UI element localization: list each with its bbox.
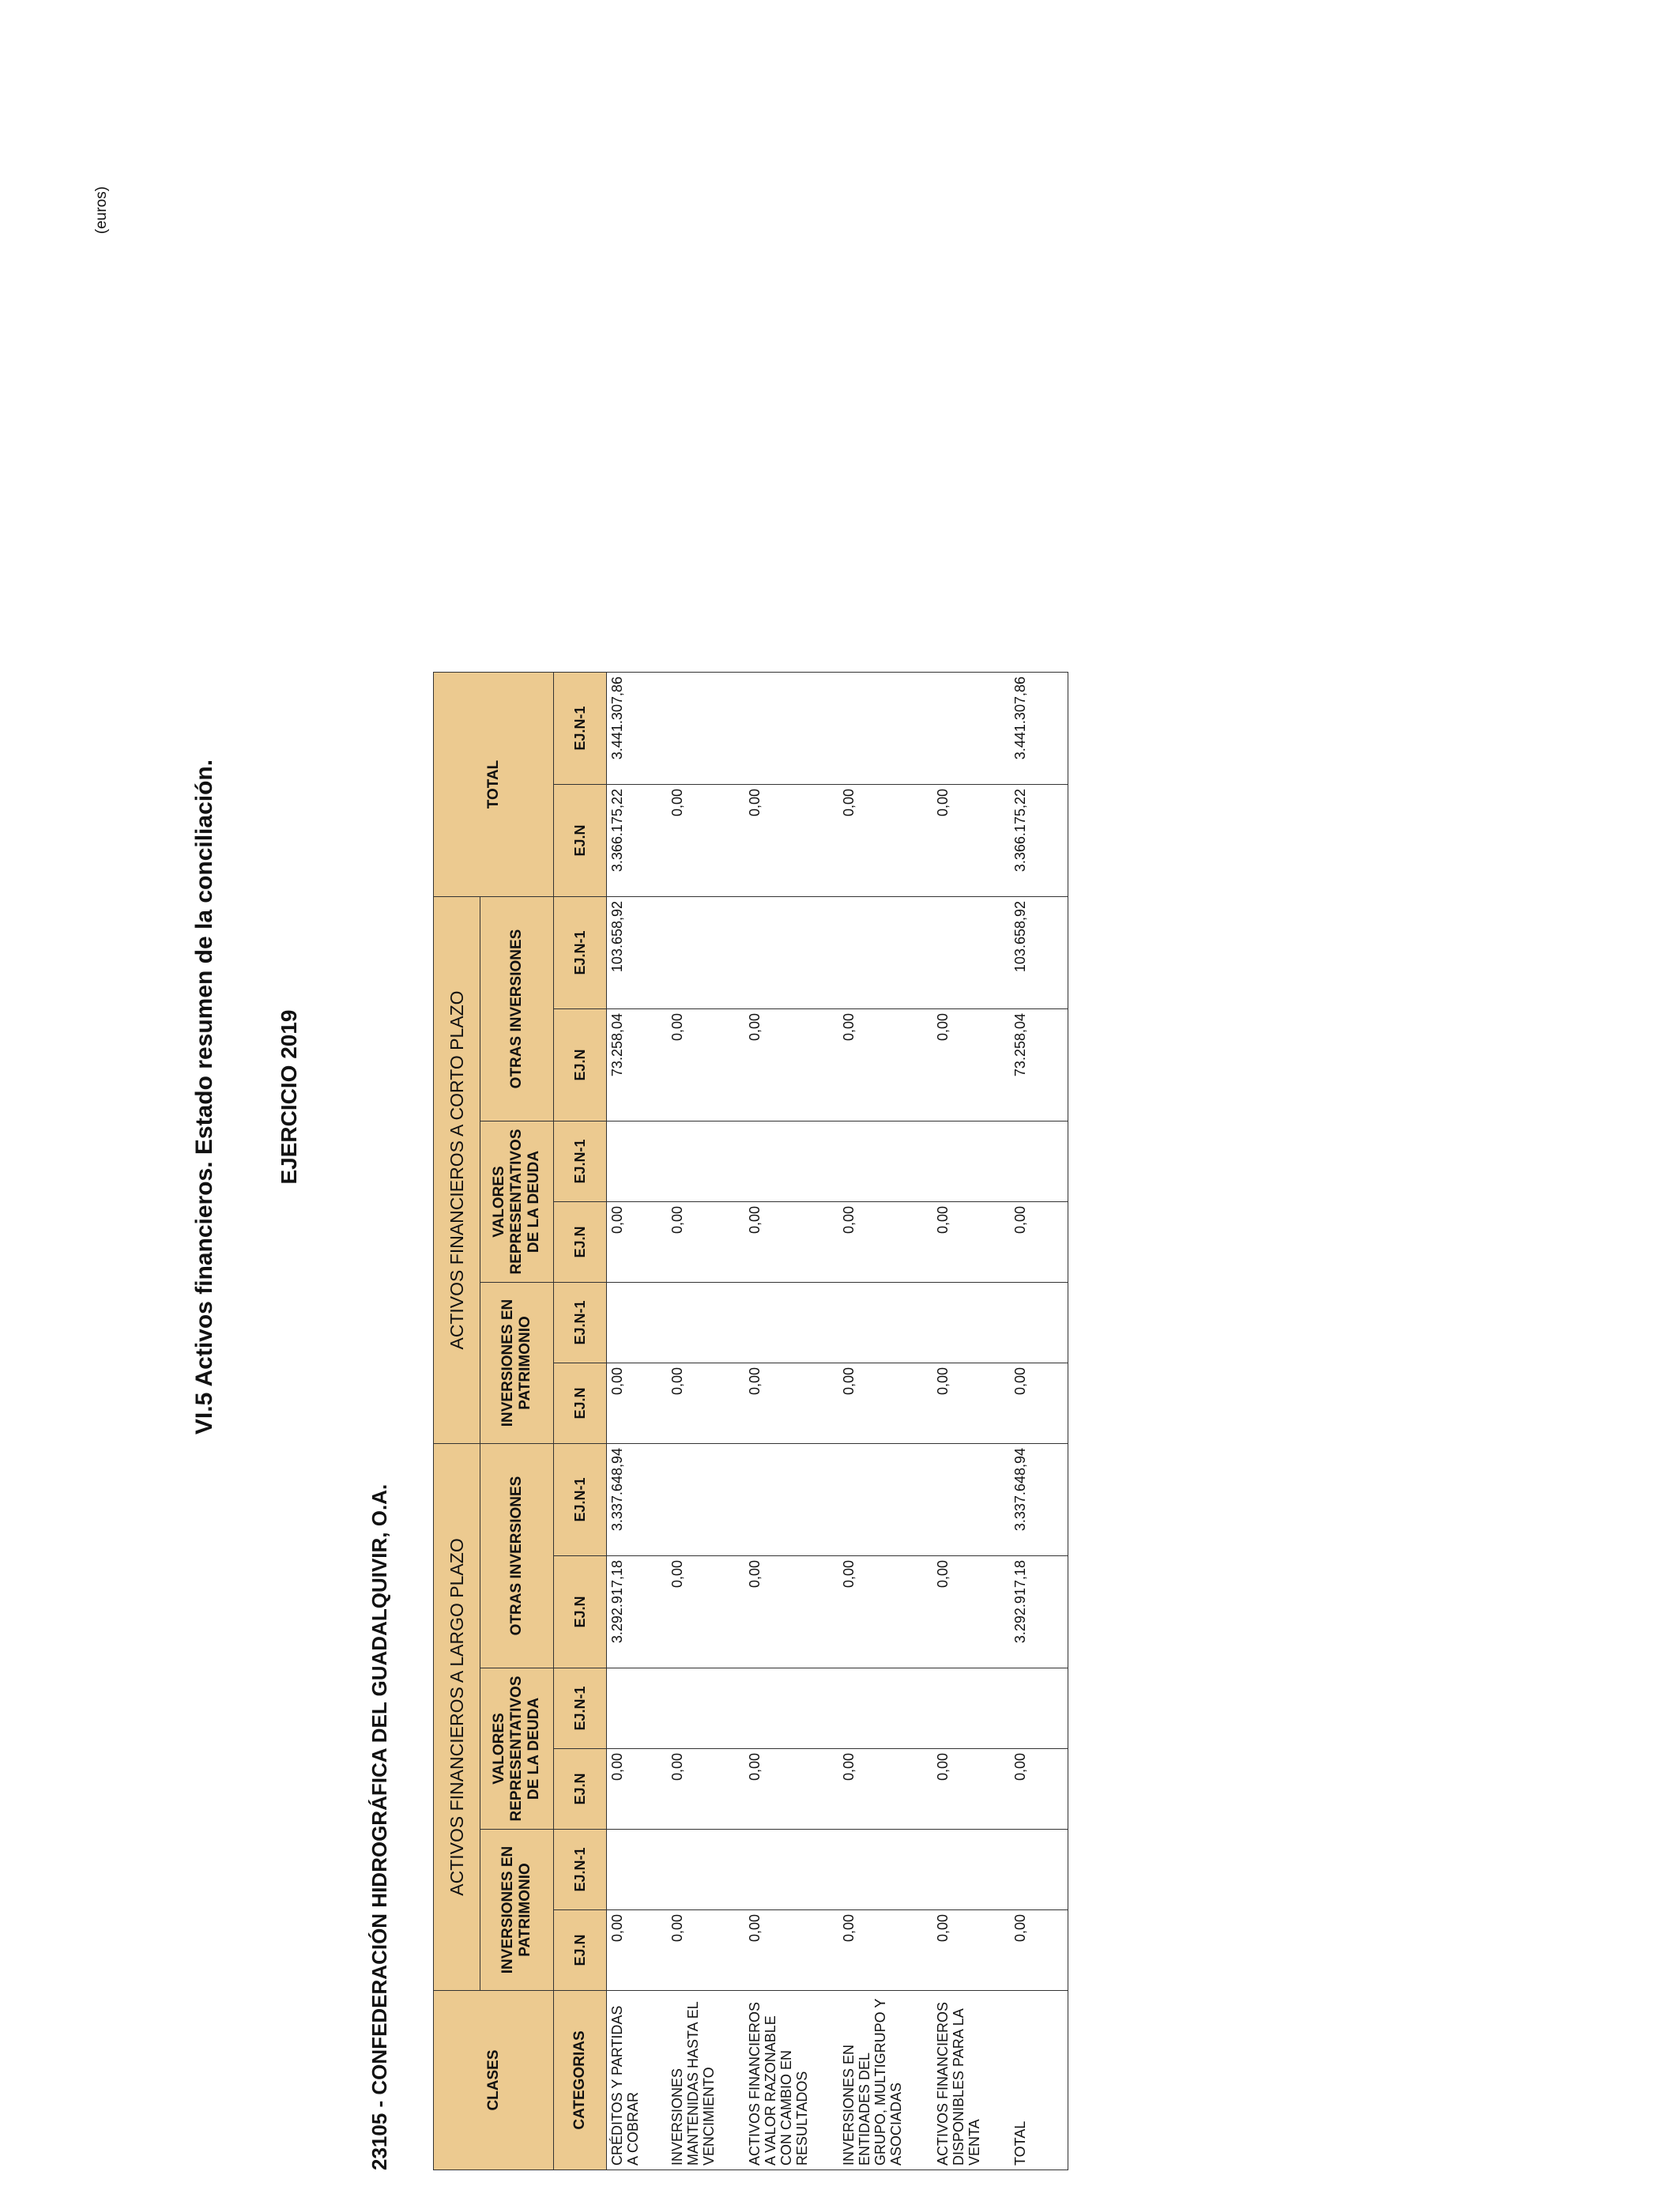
table-cell [744,673,838,785]
subgroup-header: OTRAS INVERSIONES [480,1444,554,1668]
table-cell: 3.292.917,18 [607,1556,667,1668]
table-cell [667,1444,744,1556]
table-cell [667,1283,744,1363]
entity-name: 23105 - CONFEDERACIÓN HIDROGRÁFICA DEL GUADALQUIVIR, O.A. [367,1483,391,2170]
column-code: EJ.N-1 [554,1283,607,1363]
exercise-year: EJERCICIO 2019 [277,1009,301,1185]
column-code: EJ.N [554,1363,607,1444]
table-cell: 3.441.307,86 [1010,673,1068,785]
table-cell: 0,00 [932,785,1010,897]
table-cell: 3.366.175,22 [607,785,667,897]
subgroup-header: VALORES REPRESENTATIVOS DE LA DEUDA [480,1668,554,1830]
column-code: EJ.N [554,1009,607,1122]
table-cell: 0,00 [744,1749,838,1830]
subgroup-header: OTRAS INVERSIONES [480,897,554,1122]
page-title: VI.5 Activos financieros. Estado resumen de la conciliación. [191,759,217,1435]
row-label: ACTIVOS FINANCIEROS A VALOR RAZONABLE CON CAMBIO EN RESULTADOS [744,1991,838,2170]
table-cell [744,1283,838,1363]
table-cell: 0,00 [667,785,744,897]
table-cell: 0,00 [1010,1749,1068,1830]
table-row [667,673,744,2170]
column-code: EJ.N-1 [554,1830,607,1910]
table-cell: 0,00 [667,1202,744,1283]
table-row [744,673,838,2170]
table-cell: 0,00 [838,1363,932,1444]
table-cell: 0,00 [932,1910,1010,1991]
column-code: EJ.N-1 [554,673,607,785]
group-header-short-term: ACTIVOS FINANCIEROS A CORTO PLAZO [434,897,480,1444]
table-cell: 0,00 [667,1910,744,1991]
row-label: INVERSIONES MANTENIDAS HASTA EL VENCIMIENTO [667,1991,744,2170]
table-row [838,673,932,2170]
table-cell: 0,00 [838,1202,932,1283]
table-cell: 3.292.917,18 [1010,1556,1068,1668]
clases-header: CLASES [434,1991,554,2170]
column-code: EJ.N [554,1910,607,1991]
column-code: EJ.N [554,1749,607,1830]
table-cell [932,1668,1010,1749]
table-cell [744,1122,838,1202]
table-cell [838,1444,932,1556]
table-cell: 0,00 [838,1749,932,1830]
table-cell: 0,00 [838,1009,932,1122]
table-cell: 73.258,04 [1010,1009,1068,1122]
table-cell: 0,00 [932,1363,1010,1444]
table-cell [838,1830,932,1910]
table-row [932,673,1010,2170]
table-cell: 0,00 [607,1202,667,1283]
column-code: EJ.N-1 [554,897,607,1009]
group-header-total: TOTAL [434,673,554,897]
table-cell: 0,00 [744,1202,838,1283]
column-code: EJ.N-1 [554,1668,607,1749]
table-cell [667,673,744,785]
table-cell: 0,00 [667,1749,744,1830]
categorias-header: CATEGORIAS [554,1991,607,2170]
table-cell [744,1444,838,1556]
table-cell: 0,00 [744,785,838,897]
table-cell: 3.366.175,22 [1010,785,1068,897]
table-cell [667,1668,744,1749]
table-cell: 0,00 [744,1910,838,1991]
units-label: (euros) [93,186,110,234]
table-cell [607,1668,667,1749]
table-cell [607,1122,667,1202]
row-label: CRÉDITOS Y PARTIDAS A COBRAR [607,1991,667,2170]
row-label: INVERSIONES EN ENTIDADES DEL GRUPO, MULTIGRUPO Y ASOCIADAS [838,1991,932,2170]
table-cell [1010,1830,1068,1910]
table-cell: 0,00 [838,785,932,897]
table-cell: 73.258,04 [607,1009,667,1122]
table-cell [1010,1122,1068,1202]
table-cell: 0,00 [1010,1363,1068,1444]
table-cell: 0,00 [932,1556,1010,1668]
table-cell: 0,00 [838,1556,932,1668]
table-cell [607,1283,667,1363]
table-cell [838,1668,932,1749]
table-cell [667,1122,744,1202]
table-cell: 103.658,92 [607,897,667,1009]
table-cell [1010,1283,1068,1363]
table-cell [932,1830,1010,1910]
table-cell: 0,00 [932,1749,1010,1830]
table-cell [744,1668,838,1749]
table-cell: 103.658,92 [1010,897,1068,1009]
table-cell: 3.337.648,94 [1010,1444,1068,1556]
table-cell [667,1830,744,1910]
subgroup-header: INVERSIONES EN PATRIMONIO [480,1283,554,1444]
table-cell: 0,00 [932,1202,1010,1283]
table-cell [932,897,1010,1009]
subgroup-header: INVERSIONES EN PATRIMONIO [480,1830,554,1991]
table-cell [667,897,744,1009]
table-cell: 0,00 [667,1363,744,1444]
table-cell [838,673,932,785]
table-cell: 0,00 [744,1363,838,1444]
table-cell [744,1830,838,1910]
column-code: EJ.N [554,1202,607,1283]
table-cell: 0,00 [744,1556,838,1668]
table-cell [932,1122,1010,1202]
table-cell: 0,00 [667,1009,744,1122]
column-code: EJ.N [554,785,607,897]
table-cell [1010,1668,1068,1749]
table-cell [932,673,1010,785]
table-cell [838,1283,932,1363]
table-cell: 0,00 [607,1749,667,1830]
table-cell [607,1830,667,1910]
table-cell: 0,00 [744,1009,838,1122]
table-row-total [1010,673,1068,2170]
table-cell [932,1444,1010,1556]
table-cell: 3.337.648,94 [607,1444,667,1556]
table-cell: 3.441.307,86 [607,673,667,785]
table-cell: 0,00 [607,1363,667,1444]
column-code: EJ.N-1 [554,1122,607,1202]
column-code: EJ.N-1 [554,1444,607,1556]
row-label: TOTAL [1010,1991,1068,2170]
table-cell [838,1122,932,1202]
group-header-long-term: ACTIVOS FINANCIEROS A LARGO PLAZO [434,1444,480,1991]
table-cell: 0,00 [838,1910,932,1991]
column-code: EJ.N [554,1556,607,1668]
table-cell [932,1283,1010,1363]
table-cell: 0,00 [607,1910,667,1991]
table-cell [838,897,932,1009]
row-label: ACTIVOS FINANCIEROS DISPONIBLES PARA LA VENTA [932,1991,1010,2170]
table-cell: 0,00 [932,1009,1010,1122]
table-row [607,673,667,2170]
table-cell: 0,00 [1010,1910,1068,1991]
table-cell [744,897,838,1009]
reconciliation-table [433,672,1068,2170]
subgroup-header: VALORES REPRESENTATIVOS DE LA DEUDA [480,1122,554,1283]
table-cell: 0,00 [667,1556,744,1668]
table-cell: 0,00 [1010,1202,1068,1283]
